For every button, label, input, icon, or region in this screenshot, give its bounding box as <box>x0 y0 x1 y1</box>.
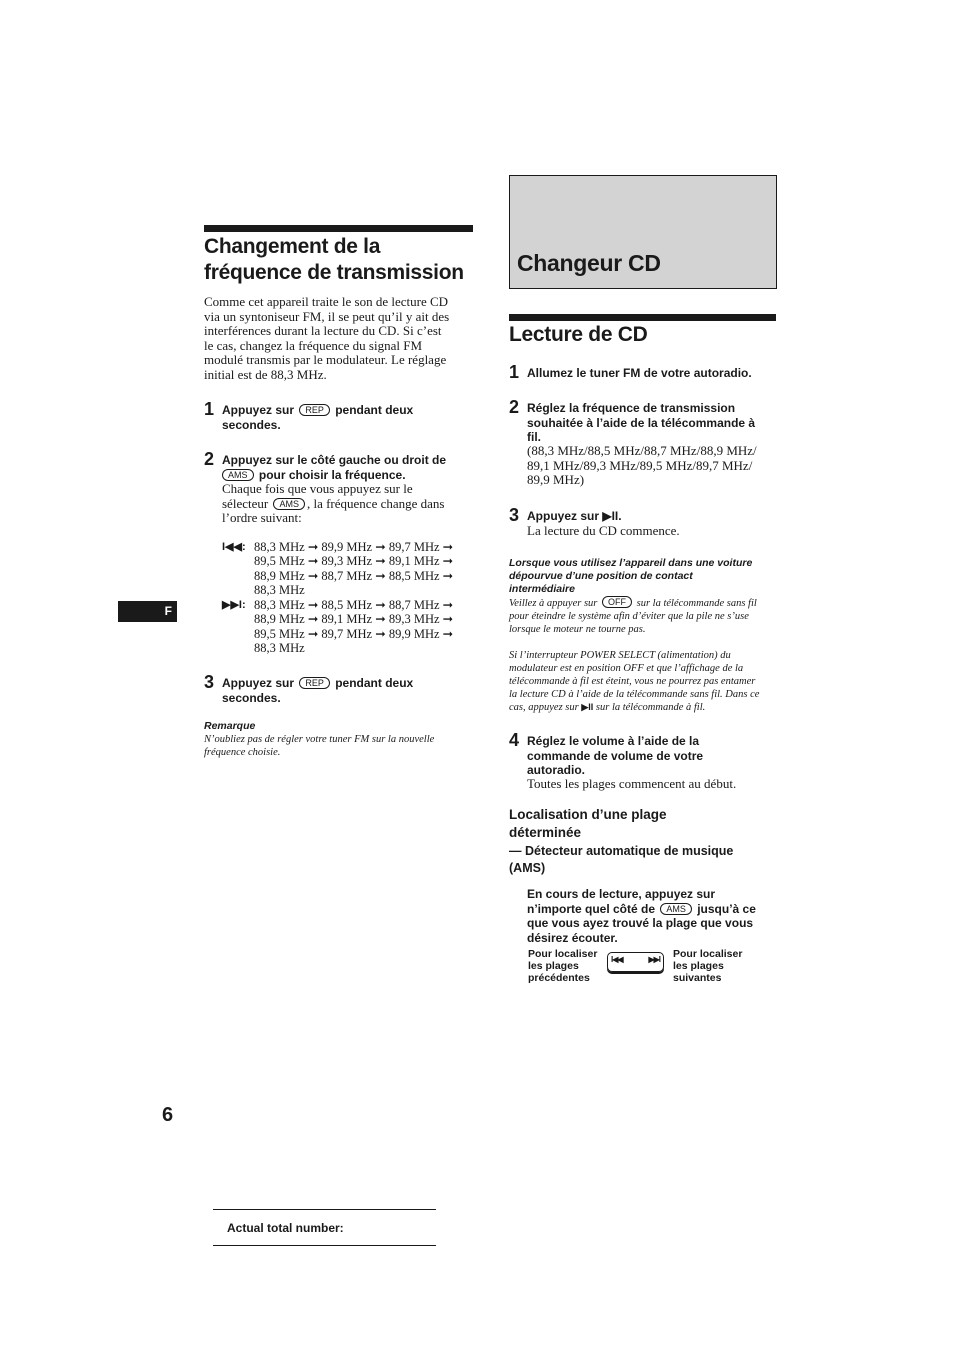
note-text <box>509 596 757 636</box>
sub-heading <box>509 806 667 842</box>
step-number: 3 <box>204 672 215 692</box>
ams-button-glyph: AMS <box>273 498 305 510</box>
note-title-line: dépourvue d’une position de contact <box>509 570 693 582</box>
heading-rule <box>509 314 776 321</box>
sub-line-part: sélecteur <box>222 495 269 511</box>
sub-heading-line: Localisation d’une plage <box>509 807 667 822</box>
r-step-2-sub <box>527 444 757 488</box>
step-text-part: pendant deux <box>335 403 414 417</box>
footer-label: Actual total number: <box>227 1221 344 1235</box>
r-step-4-text <box>527 734 703 778</box>
sequence-line: 88,3 MHz ➞ 88,5 MHz ➞ 88,7 MHz ➞ <box>254 598 454 612</box>
sub-line-part: , la fréquence change dans <box>306 495 445 511</box>
sequence-line: 89,5 MHz ➞ 89,7 MHz ➞ 89,9 MHz ➞ <box>254 626 454 641</box>
intro-line: via un syntoniseur FM, il se peut qu’il y ait des <box>204 308 450 324</box>
note-title <box>509 557 752 596</box>
next-track-icon: ▶▶I: <box>222 599 246 611</box>
next-sequence <box>254 598 453 655</box>
page-number: 6 <box>162 1104 174 1126</box>
intro-line: interférences durant la lecture du CD. Si c’est <box>204 323 442 338</box>
ams-part: n’importe quel côté de <box>527 901 656 916</box>
label-line: les plages <box>673 960 724 972</box>
intro-line: Comme cet appareil traite le son de lecture CD <box>204 294 449 309</box>
ams-rocker-switch <box>607 952 664 972</box>
step-text-part: secondes. <box>222 690 281 705</box>
r-step-1-text: Allumez le tuner FM de votre autoradio. <box>527 366 752 380</box>
sub-heading-line: — Détecteur automatique de musique <box>509 844 734 858</box>
step-text-part: Appuyez sur <box>527 509 600 523</box>
step-text-part: secondes. <box>222 417 281 432</box>
step-text-part: . <box>618 509 622 523</box>
step-3-text <box>222 676 413 705</box>
r-step-2-text <box>527 401 755 445</box>
note-title-line: Lorsque vous utilisez l’appareil dans une voiture <box>509 557 753 569</box>
next-track-icon: ▶▶I <box>648 955 660 964</box>
heading-rule <box>204 225 473 232</box>
sequence-line: 88,9 MHz ➞ 88,7 MHz ➞ 88,5 MHz ➞ <box>254 568 454 583</box>
ams-part: jusqu’à ce <box>697 901 756 916</box>
sub-line: 89,9 MHz) <box>527 472 585 487</box>
step-text-part: Appuyez sur le côté gauche ou droit de <box>222 453 447 467</box>
sequence-line: 88,3 MHz <box>254 582 305 597</box>
ams-button-glyph: AMS <box>222 469 254 481</box>
step-number: 1 <box>509 362 520 382</box>
label-line: suivantes <box>673 972 722 984</box>
play-pause-icon: ▶II <box>581 702 594 712</box>
note-line: Si l’interrupteur POWER SELECT (alimentation) du <box>509 650 731 661</box>
play-pause-icon: ▶II <box>602 509 619 523</box>
ams-instruction <box>527 887 756 945</box>
sub-heading-line: (AMS) <box>509 860 546 875</box>
sub-line: l’ordre suivant: <box>222 510 302 525</box>
step-number: 2 <box>204 449 215 469</box>
note-line: pour éteindre le système afin d’éviter que la pile ne s’use <box>509 611 749 622</box>
intro-line: le cas, changez la fréquence du signal FM <box>204 337 423 353</box>
sub-line: Chaque fois que vous appuyez sur le <box>222 481 413 496</box>
section-title-box <box>509 175 777 289</box>
section-title: Changeur CD <box>517 250 661 276</box>
note-line: la lecture CD à l’aide de la télécommande sans fil. Dans ce <box>509 689 760 700</box>
heading-line: fréquence de transmission <box>204 261 464 284</box>
off-button-glyph: OFF <box>602 596 632 608</box>
sub-line: (88,3 MHz/88,5 MHz/88,7 MHz/88,9 MHz/ <box>527 443 757 458</box>
label-line: précédentes <box>528 972 590 984</box>
step-2-subtext <box>222 482 477 526</box>
note-line: lorsque le moteur ne tourne pas. <box>509 624 646 635</box>
footer-rule-bottom <box>213 1245 436 1246</box>
prev-sequence <box>254 540 453 597</box>
prev-track-icon: I◀◀: <box>222 541 246 553</box>
step-number: 3 <box>509 505 520 525</box>
prev-label <box>528 948 597 984</box>
step-text-part: Appuyez sur <box>222 403 295 417</box>
r-step-3-sub: La lecture du CD commence. <box>527 523 680 538</box>
note-title: Remarque <box>204 720 256 732</box>
sequence-line: 88,3 MHz ➞ 89,9 MHz ➞ 89,7 MHz ➞ <box>254 540 454 554</box>
note-part: sur la télécommande à fil. <box>595 702 706 713</box>
intro-paragraph <box>204 295 479 382</box>
intro-line: initial est de 88,3 MHz. <box>204 366 327 382</box>
step-text-part: commande de volume de votre <box>527 748 704 763</box>
r-step-3-text <box>527 509 622 524</box>
r-step-4-sub: Toutes les plages commencent au début. <box>527 776 737 791</box>
note-part: Veillez à appuyer sur <box>509 598 598 609</box>
ams-button-glyph: AMS <box>660 903 692 915</box>
sequence-line: 88,9 MHz ➞ 89,1 MHz ➞ 89,3 MHz ➞ <box>254 612 454 627</box>
step-text-part: pour choisir la fréquence. <box>258 467 406 482</box>
label-line: Pour localiser <box>528 948 598 960</box>
note-text <box>509 649 759 714</box>
step-1-text <box>222 403 413 432</box>
lecture-heading: Lecture de CD <box>509 323 648 346</box>
step-number: 4 <box>509 730 520 750</box>
sub-heading-line: déterminée <box>509 825 582 840</box>
rep-button-glyph: REP <box>299 404 330 416</box>
step-2-text <box>222 453 446 482</box>
note-text <box>204 733 434 759</box>
language-tab <box>118 601 177 622</box>
label-line: Pour localiser <box>673 948 743 960</box>
intro-line: modulé transmis par le modulateur. Le réglage <box>204 352 447 367</box>
note-title-line: intermédiaire <box>509 583 575 595</box>
note-line: télécommande à fil est éteint, vous ne pourrez pas entamer <box>509 676 756 687</box>
step-number: 1 <box>204 399 215 419</box>
label-line: les plages <box>528 960 579 972</box>
ams-line: En cours de lecture, appuyez sur <box>527 887 716 901</box>
sequence-line: 89,5 MHz ➞ 89,3 MHz ➞ 89,1 MHz ➞ <box>254 554 454 569</box>
footer-rule-top <box>213 1209 436 1210</box>
sub-heading-2 <box>509 843 733 876</box>
step-number: 2 <box>509 397 520 417</box>
section-heading <box>204 234 464 286</box>
step-text-part: Réglez le volume à l’aide de la <box>527 734 700 748</box>
heading-line: Changement de la <box>204 235 381 258</box>
prev-track-icon: I◀◀ <box>611 955 623 964</box>
rep-button-glyph: REP <box>299 677 330 689</box>
step-text-part: souhaitée à l’aide de la télécommande à <box>527 415 756 430</box>
ams-line: que vous ayez trouvé la plage que vous <box>527 916 754 930</box>
sequence-line: 88,3 MHz <box>254 640 305 655</box>
language-tab-label: F <box>164 604 172 618</box>
note-part: cas, appuyez sur <box>509 702 579 713</box>
step-text-part: autoradio. <box>527 763 586 777</box>
step-text-part: Réglez la fréquence de transmission <box>527 401 736 415</box>
next-label <box>673 948 742 984</box>
note-line: modulateur est en position OFF et que l’affichage de la <box>509 663 744 674</box>
step-text-part: Appuyez sur <box>222 676 295 690</box>
ams-line: désirez écouter. <box>527 930 618 945</box>
note-line: fréquence choisie. <box>204 747 281 758</box>
note-line: N’oubliez pas de régler votre tuner FM sur la nouvelle <box>204 734 435 745</box>
note-part: sur la télécommande sans fil <box>636 598 757 609</box>
sub-line: 89,1 MHz/89,3 MHz/89,5 MHz/89,7 MHz/ <box>527 457 753 473</box>
step-text-part: pendant deux <box>335 676 414 690</box>
step-text-part: fil. <box>527 430 541 444</box>
